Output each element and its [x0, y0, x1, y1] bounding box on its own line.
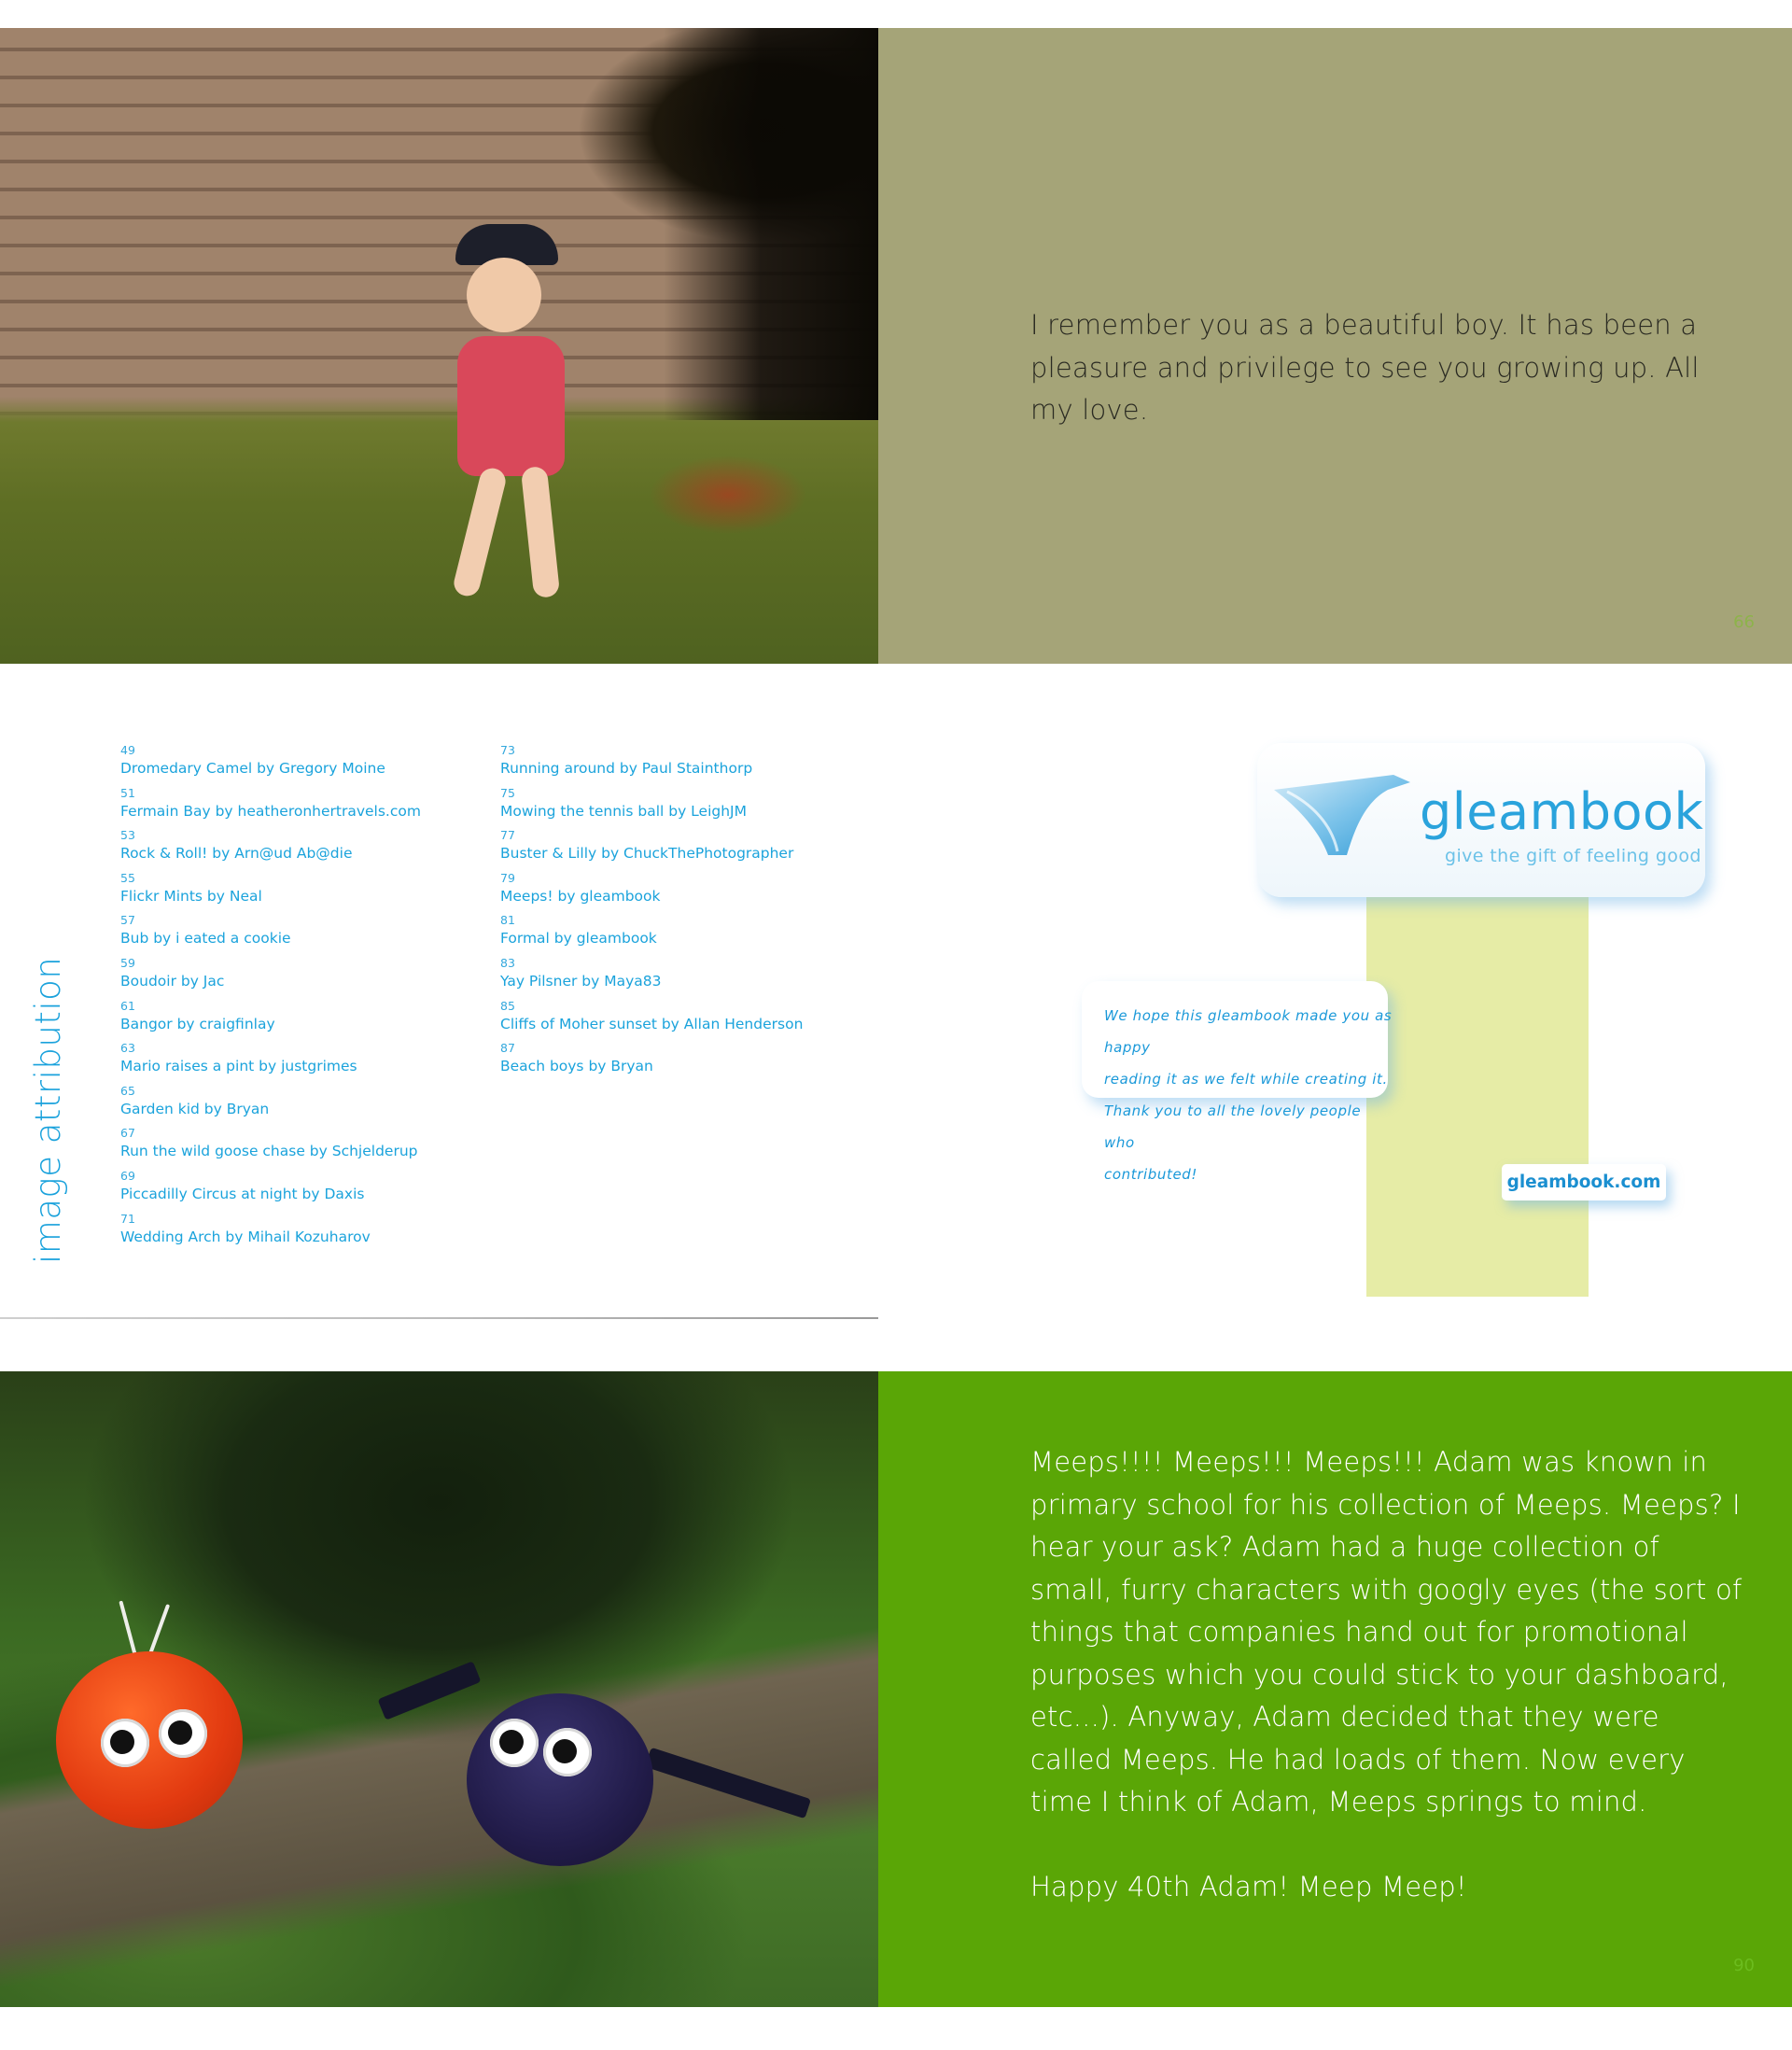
spread-attribution — [0, 664, 1792, 1328]
googly-eye — [101, 1719, 149, 1767]
attribution-credit: Formal by gleambook — [500, 930, 657, 948]
attribution-page-number: 63 — [120, 1041, 135, 1056]
attribution-credit: Bangor by craigfinlay — [120, 1015, 275, 1032]
bat-meep — [467, 1693, 653, 1866]
page-90-paragraph-1: Meeps!!!! Meeps!!! Meeps!!! Adam was known in primary school for his collection of Meeps. Meeps? I hear your ask? Adam had a huge collection of small, furry characters with googly eyes (the sort of things that companies hand out for promotional purposes which you could stick to your dashboard, etc...). Anyway, Adam decided that they were called Meeps. He had loads of them. Now every time I think of Adam, Meeps springs to mind. — [1030, 1446, 1743, 1818]
gleambook-url-badge — [1502, 1164, 1666, 1201]
googly-eye — [490, 1719, 539, 1767]
spread-page-90 — [0, 1371, 1792, 2007]
attribution-page-number: 61 — [120, 998, 135, 1013]
spread-page-66 — [0, 28, 1792, 664]
attribution-entry — [120, 1170, 475, 1213]
attribution-entry — [120, 872, 475, 915]
attribution-entry — [120, 829, 475, 872]
attribution-credit: Meeps! by gleambook — [500, 887, 661, 905]
thank-you-line: We hope this gleambook made you as happy — [1104, 1007, 1393, 1056]
attribution-column-2 — [500, 744, 855, 1085]
wall-shadow — [664, 28, 878, 420]
attribution-credit: Run the wild goose chase by Schjelderup — [120, 1143, 418, 1160]
thank-you-card — [1082, 981, 1393, 1183]
page-90-message — [1030, 1441, 1749, 1908]
attribution-page-number: 55 — [120, 870, 135, 885]
gleambook-url: gleambook.com — [1506, 1172, 1661, 1192]
attribution-page-number: 85 — [500, 998, 515, 1013]
attribution-page-number: 71 — [120, 1211, 135, 1226]
attribution-column-1 — [120, 744, 475, 1255]
attribution-entry — [500, 872, 855, 915]
attribution-entry — [120, 1085, 475, 1128]
gleambook-logo-card — [1257, 743, 1705, 897]
attribution-page-number: 77 — [500, 828, 515, 843]
attribution-entry — [120, 1127, 475, 1170]
thank-you-line: contributed! — [1104, 1166, 1198, 1183]
gleambook-swoosh-icon — [1270, 769, 1410, 863]
attribution-entry — [500, 1000, 855, 1043]
image-attribution-page — [0, 664, 878, 1328]
attribution-page-number: 69 — [120, 1168, 135, 1183]
googly-eye — [543, 1728, 592, 1776]
red-meep — [56, 1651, 243, 1829]
attribution-entry — [500, 914, 855, 957]
thank-you-line: reading it as we felt while creating it. — [1104, 1071, 1388, 1088]
child-leg-left — [451, 466, 508, 599]
page-number-90: 90 — [1733, 1956, 1755, 1975]
child-in-garden-photo — [0, 28, 878, 664]
attribution-credit: Wedding Arch by Mihail Kozuharov — [120, 1228, 371, 1245]
child-romper — [457, 336, 565, 476]
attribution-page-number: 53 — [120, 828, 135, 843]
attribution-credit: Cliffs of Moher sunset by Allan Henderson — [500, 1015, 804, 1032]
attribution-heading: image attribution — [28, 956, 68, 1264]
attribution-entry — [120, 957, 475, 1000]
thank-you-message — [1104, 1000, 1393, 1190]
page-66-message-text: I remember you as a beautiful boy. It has been a pleasure and privilege to see you growing up. All my love. — [1030, 309, 1700, 426]
child-figure — [439, 224, 588, 616]
googly-eye — [159, 1709, 207, 1758]
page-90-paragraph-2: Happy 40th Adam! Meep Meep! — [1030, 1870, 1467, 1903]
attribution-page-number: 65 — [120, 1083, 135, 1098]
attribution-entry — [500, 1042, 855, 1085]
attribution-page-number: 57 — [120, 913, 135, 928]
meeps-photo — [0, 1371, 878, 2007]
attribution-page-number: 79 — [500, 870, 515, 885]
attribution-credit: Bub by i eated a cookie — [120, 930, 291, 948]
red-meep-antenna — [119, 1601, 136, 1656]
child-face — [467, 258, 541, 332]
attribution-entry — [500, 829, 855, 872]
attribution-credit: Running around by Paul Stainthorp — [500, 760, 753, 777]
attribution-page-number: 67 — [120, 1126, 135, 1141]
attribution-page-number: 75 — [500, 785, 515, 800]
attribution-entry — [500, 744, 855, 787]
paragraph-gap — [1030, 1824, 1749, 1866]
page-90 — [878, 1371, 1792, 2007]
attribution-entry — [120, 1000, 475, 1043]
attribution-page-number: 51 — [120, 785, 135, 800]
attribution-credit: Boudoir by Jac — [120, 972, 225, 990]
page-66-message — [1030, 304, 1740, 432]
thank-you-line: Thank you to all the lovely people who — [1104, 1102, 1362, 1151]
attribution-credit: Flickr Mints by Neal — [120, 887, 262, 905]
red-meep-antenna — [147, 1604, 170, 1658]
attribution-page-number: 73 — [500, 743, 515, 757]
attribution-page-number: 81 — [500, 913, 515, 928]
attribution-entry — [120, 744, 475, 787]
page-number-66: 66 — [1733, 612, 1755, 632]
attribution-credit: Mowing the tennis ball by LeighJM — [500, 802, 747, 820]
attribution-entry — [120, 787, 475, 830]
attribution-credit: Dromedary Camel by Gregory Moine — [120, 760, 385, 777]
yellow-accent-bar — [1366, 897, 1589, 1297]
attribution-credit: Fermain Bay by heatheronhertravels.com — [120, 802, 421, 820]
gleambook-tagline: give the gift of feeling good — [1445, 846, 1701, 866]
attribution-entry — [500, 957, 855, 1000]
attribution-credit: Beach boys by Bryan — [500, 1058, 653, 1075]
attribution-page-number: 49 — [120, 743, 135, 757]
attribution-entry — [120, 914, 475, 957]
gleambook-logo-text: gleambook — [1420, 782, 1704, 841]
attribution-page-number: 59 — [120, 955, 135, 970]
gleambook-page — [878, 664, 1792, 1328]
attribution-credit: Rock & Roll! by Arn@ud Ab@die — [120, 845, 353, 863]
page-bottom-rule — [0, 1317, 878, 1319]
bat-meep-wing-right — [645, 1748, 811, 1819]
child-leg-right — [521, 466, 560, 598]
attribution-credit: Garden kid by Bryan — [120, 1100, 270, 1117]
attribution-credit: Yay Pilsner by Maya83 — [500, 972, 662, 990]
attribution-entry — [120, 1213, 475, 1256]
attribution-entry — [120, 1042, 475, 1085]
attribution-credit: Mario raises a pint by justgrimes — [120, 1058, 357, 1075]
attribution-page-number: 87 — [500, 1041, 515, 1056]
attribution-credit: Piccadilly Circus at night by Daxis — [120, 1185, 365, 1202]
attribution-credit: Buster & Lilly by ChuckThePhotographer — [500, 845, 794, 863]
attribution-entry — [500, 787, 855, 830]
page-66 — [878, 28, 1792, 664]
bat-meep-wing-left — [378, 1661, 482, 1720]
attribution-page-number: 83 — [500, 955, 515, 970]
